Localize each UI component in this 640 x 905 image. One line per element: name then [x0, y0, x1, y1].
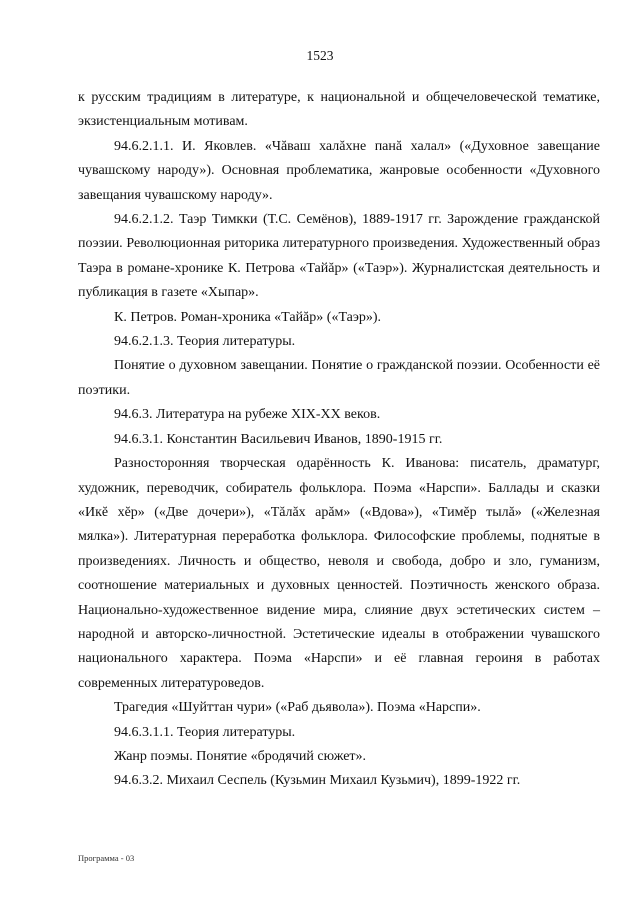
footer-label: Программа - 03 [78, 853, 135, 863]
page-number: 1523 [306, 48, 334, 63]
paragraph-poem-genre: Жанр поэмы. Понятие «бродячий сюжет». [114, 748, 367, 764]
paragraph-yakovlev: 94.6.2.1.1. И. Яковлев. «Чăваш халăхне панă халал» («Духовное завещание чувашскому народу»). Основная проблематика, жанровые особенности «Духовного завещания чувашскому народу». [78, 138, 600, 203]
paragraph-section-heading: 94.6.3. Литература на рубеже XIX-XX веков. [114, 407, 381, 423]
paragraph-theory-heading-2: 94.6.3.1.1. Теория литературы. [114, 724, 296, 740]
paragraph-tragedy: Трагедия «Шуйттан чури» («Раб дьявола»). Поэма «Нарспи». [114, 700, 481, 716]
paragraph-continuation: к русским традициям в литературе, к национальной и общечеловеческой тематике, экзистенциальным мотивам. [78, 90, 600, 130]
paragraph-sespel-heading: 94.6.3.2. Михаил Сеспель (Кузьмин Михаил Кузьмич), 1899-1922 гг. [114, 773, 521, 789]
paragraph-theory-concepts: Понятие о духовном завещании. Понятие о гражданской поэзии. Особенности её поэтики. [78, 358, 600, 398]
paragraph-taer-timkki: 94.6.2.1.2. Таэр Тимкки (Т.С. Семёнов), 1889-1917 гг. Зарождение гражданской поэзии. Революционная риторика литературного произведения. Художественный образ Таэра в романе-хронике К. Петрова «Тайăр» («Таэр»). Журналистская деятельность и публикация в газете «Хыпар». [78, 212, 600, 301]
body-text [78, 86, 600, 794]
paragraph-ivanov-body: Разносторонняя творческая одарённость К. Иванова: писатель, драматург, художник, переводчик, собиратель фольклора. Поэма «Нарспи». Баллады и сказки «Икĕ хĕр» («Две дочери»), «Тăлăх арăм» («Вдова»), «Тимĕр тылă» («Железная мялка»). Литературная переработка фольклора. Философские проблемы, поднятые в произведениях. Личность и общество, неволя и свобода, добро и зло, гуманизм, соотношение материальных и духовных ценностей. Поэтичность женского образа. Национально-художественное видение мира, слияние двух эстетических систем – народной и авторско-личностной. Эстетические идеалы в отображении чувашского национального характера. Поэма «Нарспи» и её главная героиня в работах современных литературоведов. [78, 456, 600, 691]
paragraph-ivanov-heading: 94.6.3.1. Константин Васильевич Иванов, 1890-1915 гг. [114, 431, 443, 447]
paragraph-petrov-novel: К. Петров. Роман-хроника «Тайăр» («Таэр»). [114, 309, 382, 325]
paragraph-theory-heading: 94.6.2.1.3. Теория литературы. [114, 334, 296, 350]
